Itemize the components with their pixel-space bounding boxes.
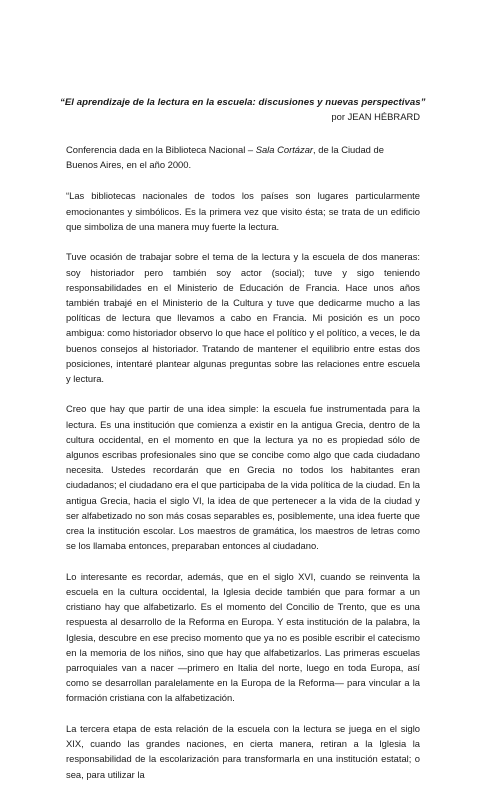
intro-paragraph bbox=[66, 142, 406, 172]
body-paragraph: La tercera etapa de esta relación de la escuela con la lectura se juega en el siglo XIX, cuando las grandes naciones, en cierta manera, retiran a la Iglesia la responsabilidad de la escolarización para transformarla en una institución estatal; o sea, para utilizar la bbox=[66, 722, 420, 780]
body-paragraph: Tuve ocasión de trabajar sobre el tema de la lectura y la escuela de dos maneras: soy historiador pero también soy actor (social); tuve y sigo teniendo responsabilidades en el Ministerio de Educación de Francia. Hace unos años también trabajé en el Ministerio de la Cultura y tuve que dedicarme mucho a las políticas de lectura que llevamos a cabo en Francia. Mi posición es un poco ambigua: como historiador observo lo que hace el político y el político, a veces, le da buenos consejos al historiador. Tratando de mantener el equilibrio entre estas dos posiciones, intentaré plantear algunas preguntas sobre las relaciones entre escuela y lectura. bbox=[66, 251, 420, 384]
document-body bbox=[66, 142, 420, 782]
document-title: “El aprendizaje de la lectura en la escuela: discusiones y nuevas perspectivas” bbox=[60, 97, 426, 108]
intro-text-after: , de la Ciudad de Buenos Aires, en el año 2000. bbox=[66, 144, 384, 171]
body-paragraph: Lo interesante es recordar, además, que en el siglo XVI, cuando se reinventa la escuela en la cultura occidental, la Iglesia decide también que para formar a un cristiano hay que alfabetizarlo. Es el momento del Concilio de Trento, que es una respuesta al desarrollo de la Reforma en Europa. Y esta institución de la palabra, la Iglesia, descubre en ese preciso momento que ya no es posible escribir el catecismo en la memoria de los niños, sino que hay que alfabetizarlos. Las primeras escuelas parroquiales van a nacer —primero en Italia del norte, luego en toda Europa, así como se desarrollan paralelamente en la Europa de la Reforma— para vincular a la formación cristiana con la alfabetización. bbox=[66, 570, 420, 704]
document-author: por JEAN HÉBRARD bbox=[331, 111, 420, 122]
body-paragraph: “Las bibliotecas nacionales de todos los países son lugares particularmente emocionantes y simbólicos. Es la primera vez que visito ésta; se trata de un edificio que simboliza de una manera muy fuerte la lectura. bbox=[66, 190, 420, 232]
body-paragraph: Creo que hay que partir de una idea simple: la escuela fue instrumentada para la lectura. Es una institución que comienza a existir en la antigua Grecia, dentro de la cultura occidental, en el momento en que la lectura ya no es propiedad sólo de algunos escribas profesionales sino que se concibe como algo que cada ciudadano necesita. Ustedes recordarán que en Grecia no todos los habitantes eran ciudadanos; el ciudadano era el que participaba de la vida política de la ciudad. En la antigua Grecia, hacia el siglo VI, la idea de que pertenecer a la vida de la ciudad y ser alfabetizado no son más cosas separables es, posiblemente, una idea fuerte que crea la institución escolar. Los maestros de gramática, los maestros de letras como se los llamaba entonces, preparaban entonces al ciudadano. bbox=[66, 403, 420, 552]
intro-venue-italic: Sala Cortázar bbox=[255, 144, 314, 155]
intro-text-before: Conferencia dada en la Biblioteca Nacional – bbox=[66, 144, 256, 155]
